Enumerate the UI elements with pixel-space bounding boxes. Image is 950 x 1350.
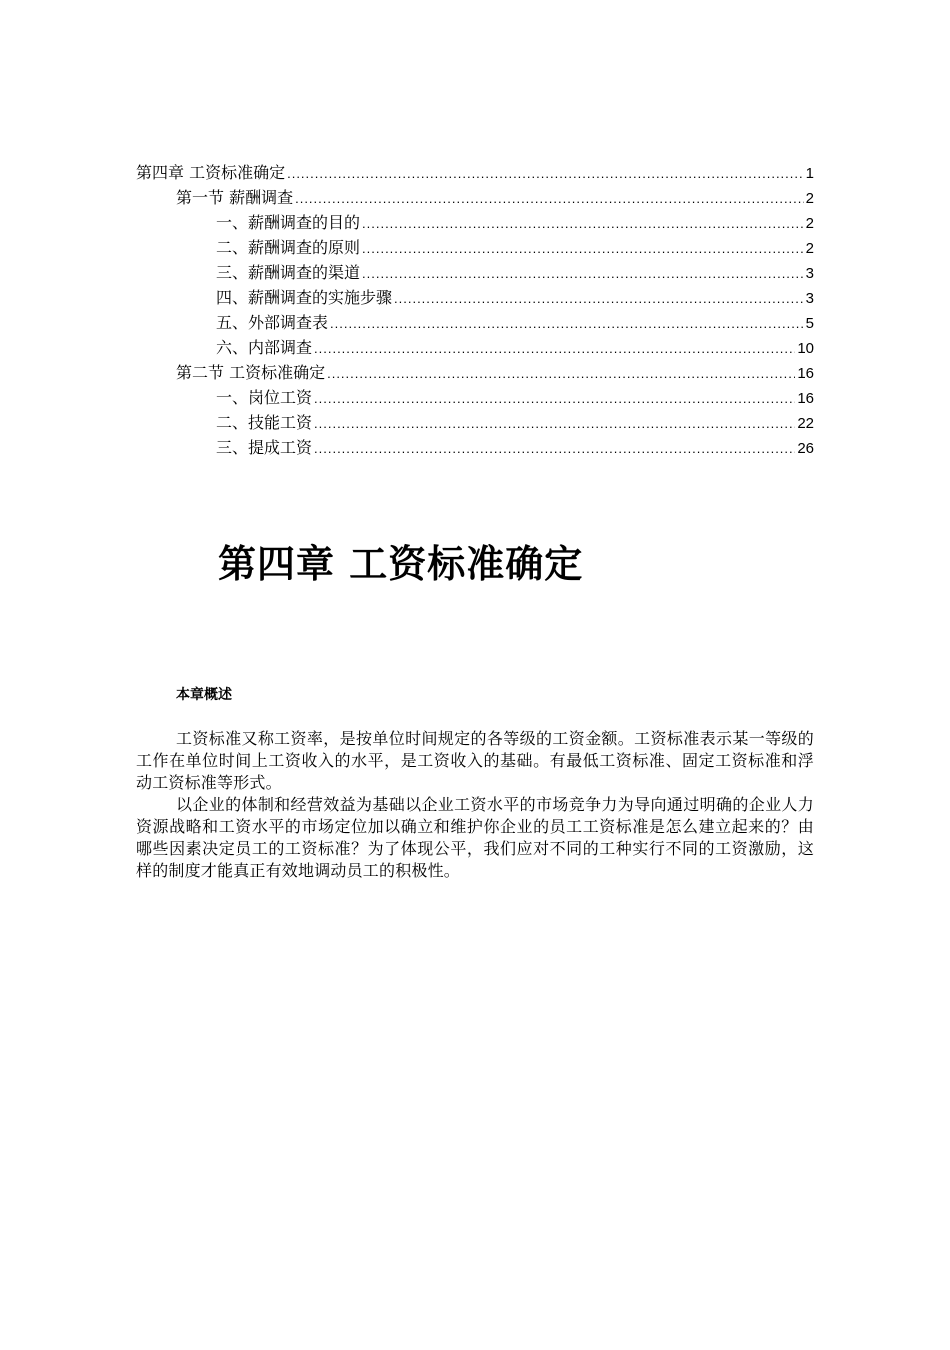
toc-entry-page: 16 (797, 390, 814, 407)
toc-entry[interactable] (136, 335, 814, 360)
toc-entry-page: 2 (805, 240, 814, 257)
toc-entry-title: 第二节 工资标准确定 (176, 363, 326, 382)
toc-leader-dots (295, 186, 804, 210)
toc-leader-dots (287, 161, 804, 185)
toc-entry-title: 五、外部调查表 (216, 313, 329, 332)
body-paragraph: 以企业的体制和经营效益为基础以企业工资水平的市场竞争力为导向通过明确的企业人力资源战略和工资水平的市场定位加以确立和维护你企业的员工工资标准是怎么建立起来的？由哪些因素决定员工的工资标准？为了体现公平，我们应对不同的工种实行不同的工资激励，这样的制度才能真正有效地调动员工的积极性。 (136, 795, 814, 880)
toc-entry[interactable] (136, 160, 814, 185)
toc-entry[interactable] (136, 385, 814, 410)
toc-entry-title: 一、岗位工资 (216, 388, 313, 407)
toc-entry-page: 2 (805, 190, 814, 207)
toc-entry-title: 三、薪酬调查的渠道 (216, 263, 361, 282)
toc-entry[interactable] (136, 360, 814, 385)
toc-entry-title: 三、提成工资 (216, 438, 313, 457)
toc-entry-page: 5 (805, 315, 814, 332)
table-of-contents (136, 160, 814, 460)
toc-leader-dots (327, 361, 795, 385)
toc-leader-dots (362, 236, 804, 260)
toc-entry-page: 16 (797, 365, 814, 382)
toc-leader-dots (314, 411, 795, 435)
toc-entry-page: 2 (805, 215, 814, 232)
toc-entry-title: 一、薪酬调查的目的 (216, 213, 361, 232)
toc-entry-page: 22 (797, 415, 814, 432)
toc-leader-dots (314, 386, 795, 410)
toc-leader-dots (362, 261, 804, 285)
toc-entry-title: 二、技能工资 (216, 413, 313, 432)
toc-entry-title: 二、薪酬调查的原则 (216, 238, 361, 257)
toc-entry[interactable] (136, 185, 814, 210)
toc-entry[interactable] (136, 260, 814, 285)
toc-leader-dots (314, 336, 795, 360)
toc-entry-page: 1 (805, 165, 814, 182)
overview-heading: 本章概述 (176, 687, 232, 703)
toc-entry[interactable] (136, 210, 814, 235)
toc-entry-title: 第一节 薪酬调查 (176, 188, 294, 207)
toc-entry-page: 3 (805, 290, 814, 307)
toc-leader-dots (394, 286, 804, 310)
toc-entry-page: 10 (797, 340, 814, 357)
toc-entry-page: 3 (805, 265, 814, 282)
toc-entry-page: 26 (797, 440, 814, 457)
toc-entry[interactable] (136, 410, 814, 435)
toc-entry[interactable] (136, 235, 814, 260)
toc-leader-dots (362, 211, 804, 235)
toc-entry-title: 六、内部调查 (216, 338, 313, 357)
toc-entry[interactable] (136, 285, 814, 310)
toc-entry-title: 第四章 工资标准确定 (136, 163, 286, 182)
chapter-body (136, 728, 814, 882)
toc-entry[interactable] (136, 435, 814, 460)
toc-leader-dots (314, 436, 795, 460)
toc-leader-dots (330, 311, 804, 335)
toc-entry[interactable] (136, 310, 814, 335)
chapter-title: 第四章 工资标准确定 (218, 542, 584, 586)
toc-entry-title: 四、薪酬调查的实施步骤 (216, 288, 393, 307)
body-paragraph: 工资标准又称工资率，是按单位时间规定的各等级的工资金额。工资标准表示某一等级的工作在单位时间上工资收入的水平，是工资收入的基础。有最低工资标准、固定工资标准和浮动工资标准等形式。 (136, 729, 814, 792)
